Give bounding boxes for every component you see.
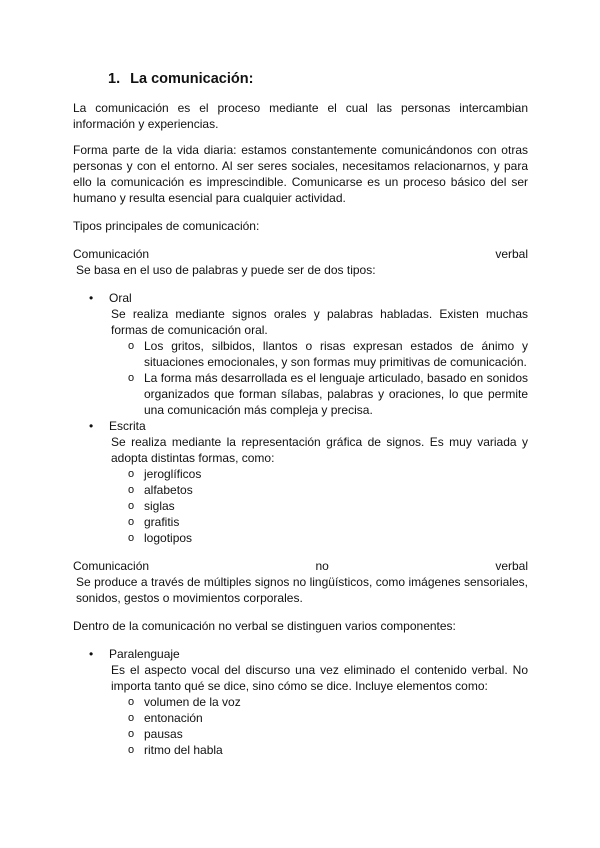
nonverbal-heading-right: verbal [495, 559, 528, 573]
sublist-item: o La forma más desarrollada es el lenguaje articulado, basado en sonidos organizados que forman sílabas, palabras y oraciones, lo que permite una comunicación más compleja y precisa. [128, 371, 528, 417]
verbal-heading [73, 246, 528, 262]
circle-bullet-icon: o [128, 372, 135, 384]
circle-bullet-icon: o [128, 516, 135, 528]
nonverbal-heading-mid: no [315, 559, 329, 573]
list-item-oral [73, 290, 528, 418]
sublist-item: o siglas [128, 499, 175, 513]
nonverbal-heading-left: Comunicación [73, 559, 150, 573]
verbal-description: Se basa en el uso de palabras y puede ser de dos tipos: [76, 263, 376, 277]
escrita-sublist [109, 466, 528, 546]
sublist-item: o volumen de la voz [128, 695, 241, 709]
sublist-item: o Los gritos, silbidos, llantos o risas expresan estados de ánimo y situaciones emocionales, y son formas muy primitivas de comunicación. [128, 339, 528, 369]
sublist-item: o pausas [128, 727, 183, 741]
circle-bullet-icon: o [128, 728, 135, 740]
sublist-item: o logotipos [128, 531, 193, 545]
sublist-item: o ritmo del habla [128, 743, 223, 757]
heading-number: 1. [108, 71, 121, 87]
circle-bullet-icon: o [128, 468, 135, 480]
circle-bullet-icon: o [128, 340, 135, 352]
intro-paragraph: La comunicación es el proceso mediante el cual las personas intercambian información y experiencias. [73, 101, 528, 131]
sublist-item: o jeroglíficos [128, 467, 202, 481]
nonverbal-components-list [73, 646, 528, 758]
circle-bullet-icon: o [128, 696, 135, 708]
circle-bullet-icon: o [128, 500, 135, 512]
verbal-heading-left: Comunicación [73, 247, 150, 261]
bullet-icon: • [89, 419, 94, 433]
circle-bullet-icon: o [128, 744, 135, 756]
circle-bullet-icon: o [128, 712, 135, 724]
item-description: Es el aspecto vocal del discurso una vez eliminado el contenido verbal. No importa tanto qué se dice, sino cómo se dice. Incluye elementos como: [111, 663, 528, 693]
circle-bullet-icon: o [128, 532, 135, 544]
item-description: Se realiza mediante la representación gráfica de signos. Es muy variada y adopta distintas formas, como: [111, 435, 528, 465]
item-label: Escrita [109, 419, 146, 433]
list-item-escrita [73, 418, 528, 546]
circle-bullet-icon: o [128, 484, 135, 496]
verbal-types-list [73, 290, 528, 546]
list-item-paralenguaje [73, 646, 528, 758]
heading-text: La comunicación: [130, 71, 254, 87]
nonverbal-heading [73, 558, 528, 574]
document-body [73, 70, 528, 758]
bullet-icon: • [89, 647, 94, 661]
daily-paragraph: Forma parte de la vida diaria: estamos constantemente comunicándonos con otras personas y con el entorno. Al ser seres sociales, necesitamos relacionarnos, y para ello la comunicación es imprescindible. Comunicarse es un proceso básico del ser humano y resulta esencial para cualquier actividad. [73, 143, 528, 205]
oral-sublist [109, 338, 528, 418]
nonverbal-description: Se produce a través de múltiples signos no lingüísticos, como imágenes sensoriales, sonidos, gestos o movimientos corporales. [76, 575, 528, 605]
types-intro: Tipos principales de comunicación: [73, 219, 260, 233]
item-label: Oral [109, 291, 132, 305]
item-description: Se realiza mediante signos orales y palabras habladas. Existen muchas formas de comunicación oral. [111, 307, 528, 337]
sublist-item: o alfabetos [128, 483, 193, 497]
sublist-item: o entonación [128, 711, 203, 725]
bullet-icon: • [89, 291, 94, 305]
paralenguaje-sublist [109, 694, 528, 758]
item-label: Paralenguaje [109, 647, 180, 661]
section-heading [108, 70, 528, 88]
verbal-heading-right: verbal [495, 247, 528, 261]
components-intro: Dentro de la comunicación no verbal se distinguen varios componentes: [73, 619, 456, 633]
sublist-item: o grafitis [128, 515, 180, 529]
